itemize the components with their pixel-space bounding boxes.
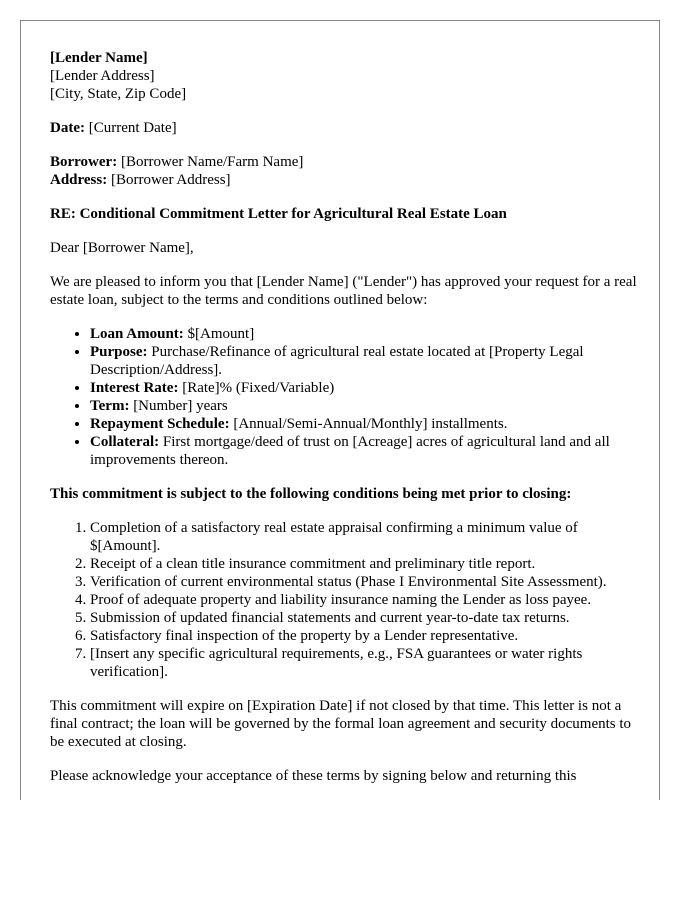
term-item	[90, 397, 640, 415]
borrower-block	[50, 153, 640, 189]
condition-item: 2. Receipt of a clean title insurance commitment and preliminary title report.	[90, 555, 640, 573]
conditions-heading: This commitment is subject to the following conditions being met prior to closing:	[50, 486, 572, 502]
condition-item: 5. Submission of updated financial statements and current year-to-date tax returns.	[90, 609, 640, 627]
term-label: Collateral:	[90, 434, 160, 450]
term-item	[90, 433, 640, 469]
lender-name: [Lender Name]	[50, 50, 148, 66]
term-label: Interest Rate:	[90, 380, 179, 396]
lender-address: [Lender Address]	[50, 68, 155, 84]
term-item	[90, 379, 640, 397]
condition-item: 7. [Insert any specific agricultural requirements, e.g., FSA guarantees or water rights verification].	[90, 645, 640, 681]
term-label: Term:	[90, 398, 130, 414]
intro-paragraph: We are pleased to inform you that [Lender Name] ("Lender") has approved your request for a real estate loan, subject to the terms and conditions outlined below:	[50, 274, 637, 308]
term-value: [Annual/Semi-Annual/Monthly] installments.	[233, 416, 508, 432]
expiration-paragraph: This commitment will expire on [Expiration Date] if not closed by that time. This letter is not a final contract; the loan will be governed by the formal loan agreement and security documents to be executed at closing.	[50, 698, 632, 750]
term-value: [Rate]% (Fixed/Variable)	[182, 380, 335, 396]
re-line: RE: Conditional Commitment Letter for Agricultural Real Estate Loan	[50, 206, 507, 222]
condition-item: 3. Verification of current environmental status (Phase I Environmental Site Assessment).	[90, 573, 640, 591]
condition-item: 6. Satisfactory final inspection of the property by a Lender representative.	[90, 627, 640, 645]
condition-item: 4. Proof of adequate property and liability insurance naming the Lender as loss payee.	[90, 591, 640, 609]
term-value: $[Amount]	[187, 326, 255, 342]
acknowledge-paragraph: Please acknowledge your acceptance of these terms by signing below and returning this	[50, 768, 577, 784]
date-value: [Current Date]	[88, 120, 177, 136]
letter-body	[50, 49, 640, 800]
lender-block	[50, 49, 640, 103]
term-label: Repayment Schedule:	[90, 416, 230, 432]
borrower-label: Borrower:	[50, 154, 118, 170]
date-line	[50, 119, 640, 137]
salutation: Dear [Borrower Name],	[50, 240, 194, 256]
terms-list	[50, 325, 640, 469]
term-item	[90, 343, 640, 379]
letter-page	[20, 20, 660, 800]
borrower-address-label: Address:	[50, 172, 108, 188]
condition-item: 1. Completion of a satisfactory real estate appraisal confirming a minimum value of $[Amount].	[90, 519, 640, 555]
term-value: Purchase/Refinance of agricultural real estate located at [Property Legal Description/Address].	[90, 344, 584, 378]
term-value: [Number] years	[133, 398, 228, 414]
term-item	[90, 415, 640, 433]
term-item	[90, 325, 640, 343]
term-label: Loan Amount:	[90, 326, 184, 342]
borrower-address-value: [Borrower Address]	[110, 172, 231, 188]
date-label: Date:	[50, 120, 85, 136]
lender-city-state-zip: [City, State, Zip Code]	[50, 86, 187, 102]
term-value: First mortgage/deed of trust on [Acreage] acres of agricultural land and all improvements thereon.	[90, 434, 610, 468]
borrower-address-line	[50, 171, 640, 189]
borrower-value: [Borrower Name/Farm Name]	[120, 154, 304, 170]
borrower-line	[50, 153, 640, 171]
conditions-list	[50, 519, 640, 681]
term-label: Purpose:	[90, 344, 148, 360]
